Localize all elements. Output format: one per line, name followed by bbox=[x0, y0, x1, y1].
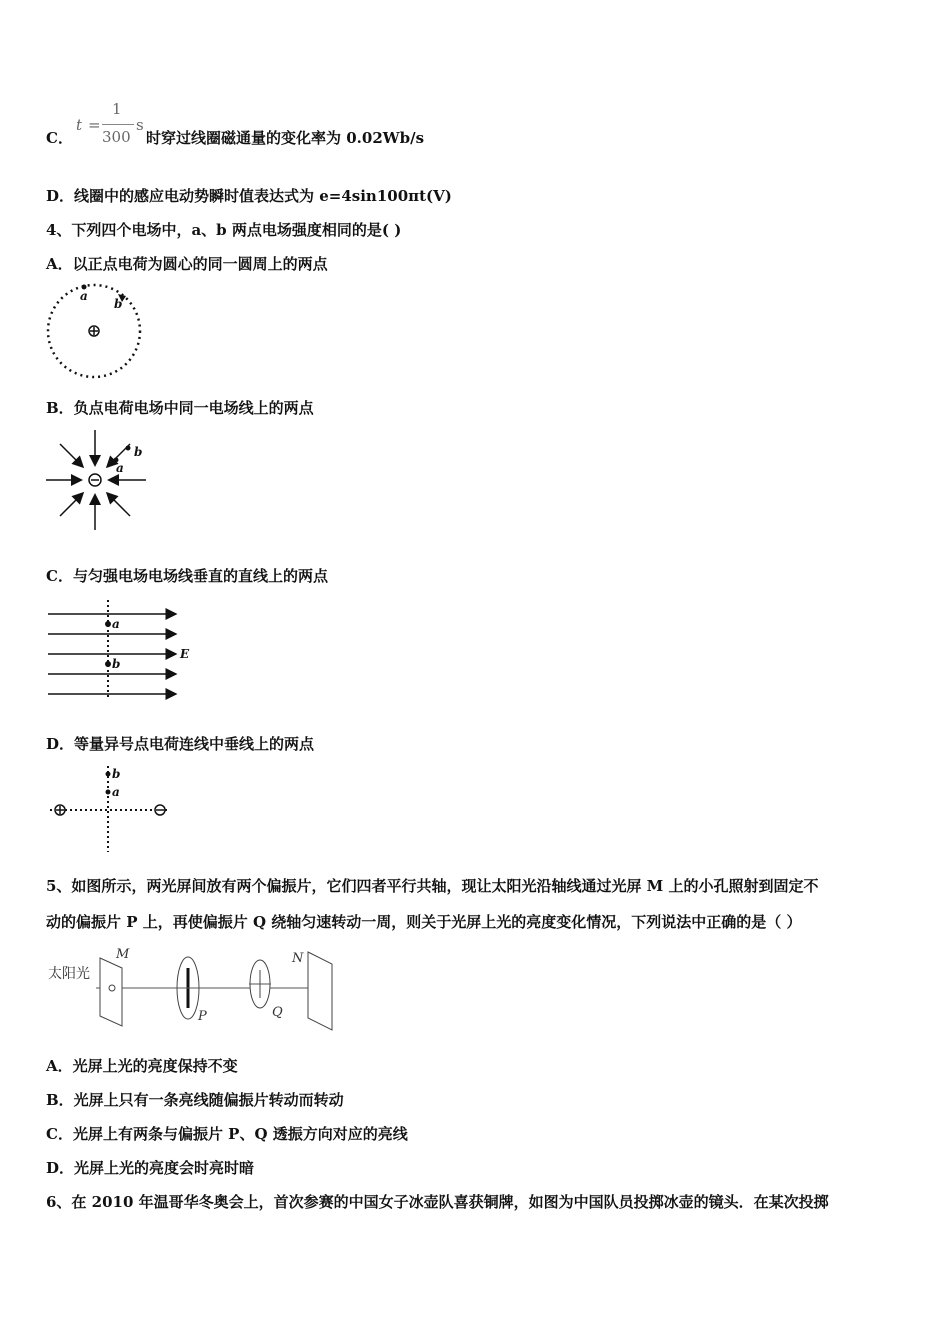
label-b: b bbox=[112, 767, 121, 781]
point-a-dot bbox=[105, 621, 111, 627]
label-P: P bbox=[198, 1009, 207, 1024]
label-a: a bbox=[112, 785, 120, 799]
q5-stem-line1: 5、如图所示，两光屏间放有两个偏振片，它们四者平行共轴，现让太阳光沿轴线通过光屏 M 上的小孔照射到固定不 bbox=[46, 877, 819, 895]
point-b-dot bbox=[105, 661, 111, 667]
q4-stem: 4、下列四个电场中，a、b 两点电场强度相同的是( ) bbox=[46, 221, 402, 239]
formula-t-equals-fraction bbox=[76, 100, 146, 150]
fraction-bar bbox=[102, 124, 134, 125]
figure-polarizer-setup bbox=[46, 944, 346, 1034]
q5-stem-line2: 动的偏振片 P 上，再使偏振片 Q 绕轴匀速转动一周，则关于光屏上光的亮度变化情况，下列说法中正确的是（ ） bbox=[46, 913, 802, 931]
q4-option-c: C．与匀强电场电场线垂直的直线上的两点 bbox=[46, 567, 328, 585]
label-b: b bbox=[112, 657, 121, 671]
formula-eq: = bbox=[88, 116, 101, 134]
screen-M bbox=[100, 958, 122, 1026]
q4-option-d: D．等量异号点电荷连线中垂线上的两点 bbox=[46, 735, 315, 753]
q6-stem-line1: 6、在 2010 年温哥华冬奥会上，首次参赛的中国女子冰壶队喜获铜牌，如图为中国队员投掷冰壶的镜头．在某次投掷 bbox=[46, 1193, 829, 1211]
figure-c-uniform-field bbox=[46, 600, 196, 700]
label-N: N bbox=[292, 951, 304, 966]
label-M: M bbox=[116, 947, 130, 962]
q3-option-c-label: C． bbox=[46, 129, 73, 147]
screen-N bbox=[308, 952, 332, 1030]
q5-option-b: B．光屏上只有一条亮线随偏振片转动而转动 bbox=[46, 1091, 344, 1109]
figure-b-negative-charge-field bbox=[44, 428, 148, 532]
label-a: a bbox=[116, 461, 124, 475]
point-b-dot bbox=[106, 772, 111, 777]
label-b: b bbox=[114, 297, 123, 311]
fraction-numerator: 1 bbox=[112, 100, 122, 118]
formula-var: t bbox=[76, 116, 83, 134]
q3-option-d: D．线圈中的感应电动势瞬时值表达式为 e=4sin100πt(V) bbox=[46, 187, 452, 205]
q4-option-b: B．负点电荷电场中同一电场线上的两点 bbox=[46, 399, 314, 417]
q5-option-d: D．光屏上光的亮度会时亮时暗 bbox=[46, 1159, 255, 1177]
point-b-dot bbox=[126, 446, 131, 451]
label-E: E bbox=[180, 647, 190, 661]
pinhole-icon bbox=[109, 985, 115, 991]
label-b: b bbox=[134, 445, 143, 459]
fraction-denominator: 300 bbox=[102, 128, 131, 146]
q5-option-a: A．光屏上光的亮度保持不变 bbox=[46, 1057, 238, 1075]
label-a: a bbox=[112, 617, 120, 631]
label-a: a bbox=[80, 289, 88, 303]
q4-option-a: A．以正点电荷为圆心的同一圆周上的两点 bbox=[46, 255, 328, 273]
point-a-dot bbox=[106, 790, 111, 795]
figure-a-positive-charge-circle bbox=[44, 284, 144, 384]
label-Q: Q bbox=[272, 1005, 283, 1020]
q5-option-c: C．光屏上有两条与偏振片 P、Q 透振方向对应的亮线 bbox=[46, 1125, 408, 1143]
figure-d-dipole-bisector bbox=[46, 764, 176, 854]
formula-unit: s bbox=[136, 116, 144, 134]
q3-option-c-text: 时穿过线圈磁通量的变化率为 0.02Wb/s bbox=[146, 129, 425, 147]
label-sunlight: 太阳光 bbox=[48, 966, 90, 982]
